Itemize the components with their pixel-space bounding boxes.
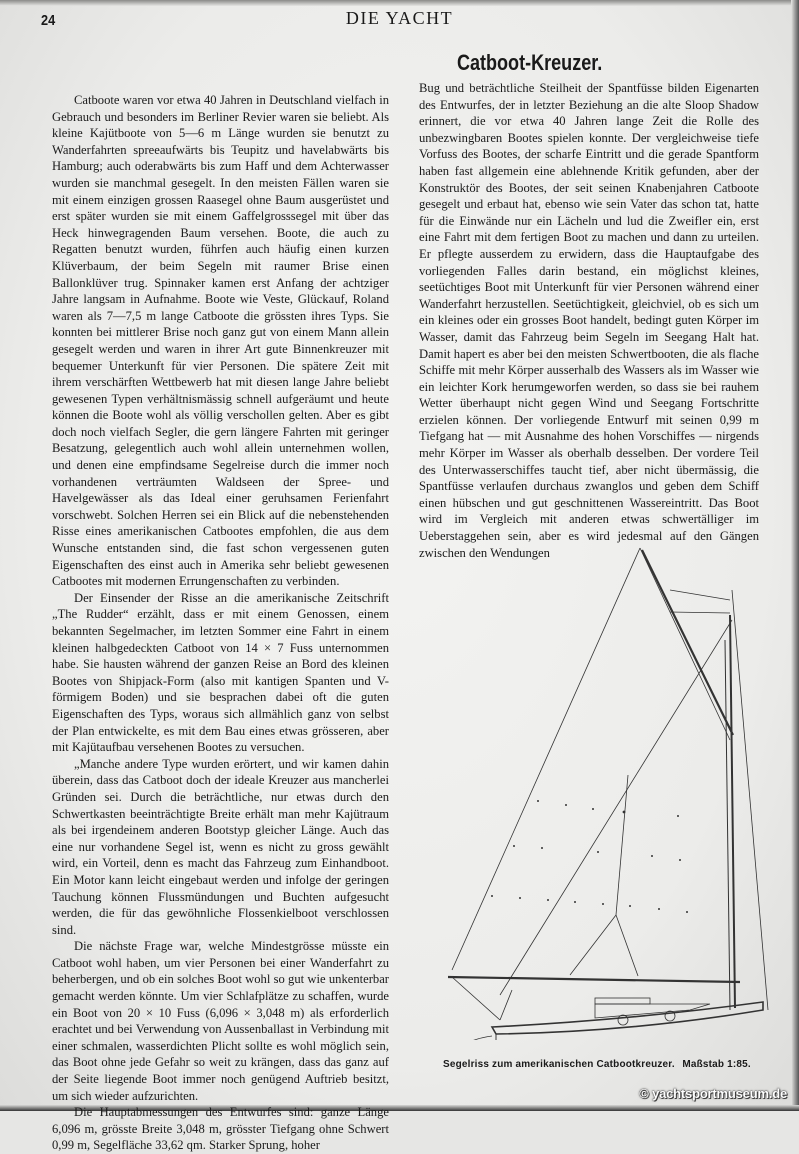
right-column xyxy=(419,80,759,561)
paragraph: Der Einsender der Risse an die amerikanische Zeitschrift „The Rudder“ erzählt, dass er mit einem Genossen, einem bekannten Segelmacher, im letzten Sommer eine Fahrt in einem kleinen halbgedeckten Catboot von 14 × 7 Fuss unternommen habe. Sie hausten während der ganzen Reise an Bord des kleinen Bootes von Shipjack-Form (also mit kantigen Spanten und V-förmigem Boden) und sie besprachen dabei oft die guten Eigenschaften des Typs, woraus sich allmählich ganz von selbst der Plan entwickelte, es mit dem Bau eines etwas grösseren, aber mit Kajütaufbau versehenen Bootes zu versuchen. xyxy=(52,590,389,755)
caption-text: Segelriss zum amerikanischen Catbootkreuzer. xyxy=(443,1058,675,1070)
journal-title: DIE YACHT xyxy=(345,8,454,28)
page-number: 24 xyxy=(41,12,56,29)
article-title-text: Catboot-Kreuzer. xyxy=(456,50,603,75)
page-edge-shadow xyxy=(0,0,799,6)
page-edge-shadow xyxy=(791,0,799,1111)
left-column xyxy=(52,92,389,1154)
paragraph: Die Hauptabmessungen des Entwurfes sind: ganze Länge 6,096 m, grösste Breite 3,048 m, grösster Tiefgang ohne Schwert 0,99 m, Segelfläche 33,62 qm. Starker Sprung, hoher xyxy=(52,1105,389,1153)
paragraph: Bug und beträchtliche Steilheit der Spantfüsse bilden Eigenarten des Entwurfes, der in letzter Beziehung an die alte Sloop Shadow erinnert, die vor etwa 40 Jahren lange Zeit die Rolle des unbezwingbaren Bootes spielen konnte. Der vergleichweise tiefe Vorfuss des Bootes, der scharfe Eintritt und die gerade Spantform haben fast allgemein eine ablehnende Kritik gefunden, aber der Konstruktör des Bootes, der seit seinen Knabenjahren Catboote gesegelt und erbaut hat, ebenso wie sein Vater das schon tat, hatte für die Einwände nur ein Lächeln und lud die Zweifler ein, erst eine Fahrt mit dem fertigen Boot zu machen und dann zu urteilen. Er pflegte ausserdem zu erwidern, dass die Hauptaufgabe des vorliegenden Falles darin bestand, ein möglichst kleines, seetüchtiges Boot mit Unterkunft für vier Personen während einer Wanderfahrt herzustellen. Seetüchtigkeit, gleichviel, ob es sich um ein kleines oder ein grosses Boot handelt, bedingt guten Körper im Wasser, damit das Fahrzeug beim Segeln im Seegang Halt hat. Damit hapert es aber bei den meisten Schwertbooten, die als flache Schiffe mit mehr Körper ausserhalb des Wassers als im Wasser wie ein leichter Kork herumgeworfen werden, so dass sie bei rauhem Wetter überhaupt nicht gegen Wind und Seegang Fortschritte erzielen können. Der vorliegende Entwurf mit seinen 0,99 m Tiefgang hat — mit Ausnahme des hohen Vorschiffes — nirgends mehr Körper im Wasser als oberhalb desselben. Der vordere Teil des Unterwasserschiffes taucht tief, aber nicht übermässig, die Spantfüsse verlaufen durchaus zwanglos und geben dem Schiff einen hübschen und gut geschnittenen Wassereintritt. Das Boot wird im Vergleich mit anderen etwas schwertälliger im Ueberstaggehen sein, aber es wird jedesmal auf den Gängen zwischen den Wendungen xyxy=(419,81,759,560)
caption-scale: Maßstab 1:85. xyxy=(682,1058,751,1070)
sail-plan-drawing xyxy=(430,540,780,1040)
paragraph: „Manche andere Type wurden erörtert, und wir kamen dahin überein, dass das Catboot doch der ideale Kreuzer aus mancherlei Gründen sei. Durch die beträchtliche, nur etwas durch den Schwertkasten beeinträchtigte Breite erhält man mehr Kajütraum als bei irgendeinem anderen Bootstyp gleicher Länge. Auch das eine nur vorhandene Segel ist, wenn es nicht zu gross gewählt wird, ein Vorteil, denn es macht das Fahrzeug zum Einhandboot. Ein Motor kann leicht eingebaut werden und infolge der geringen Tauchung können Flussmündungen und Buchten aufgesucht werden, die für das gewöhnliche Flossenkielboot verschlossen sind. xyxy=(52,756,389,937)
watermark: © yachtsportmuseum.de xyxy=(639,1086,787,1101)
catboat-sail-plan-illustration xyxy=(430,540,780,1040)
article-title xyxy=(0,50,799,76)
paragraph: Catboote waren vor etwa 40 Jahren in Deutschland vielfach in Gebrauch und besonders im Berliner Revier waren sie beliebt. Als kleine Kajütboote von 5—6 m Länge wurden sie benutzt zu Wanderfahrten spreeaufwärts bis Teupitz und havelabwärts bis Hamburg; auch oderabwärts bis zum Haff und dem Achterwasser wurden sie manchmal gesegelt. In den meisten Fällen waren sie mit einem einzigen grossen Raasegel ohne Baum ausgerüstet und erst später wurden sie mit einem Gaffelgrosssegel mit über das Heck hinwegragenden Baum versehen. Boote, die auch zu Regatten benutzt wurden, führfen auch häufig einen kurzen Klüverbaum, der beim Segeln mit raumer Brise einen Ballonklüver trug. Spinnaker kamen erst Anfang der achtziger Jahre langsam in Aufnahme. Boote wie Veste, Glückauf, Roland waren als 7—7,5 m lange Catboote die grössten ihres Typs. Sie konnten bei mittlerer Brise noch ganz gut von einem Mann allein gesegelt werden und waren in ihrer Art gute Binnenkreuzer mit bequemer Unterkunft für vier Personen. Die spätere Zeit mit ihrem verschärften Wettbewerb hat mit diesen lange Jahre beliebt gewesenen Typen verhältnismässig schnell aufgeräumt und heute können die Boote wohl als völlig verschollen gelten. Aber es gibt doch noch vielfach Segler, die gern längere Fahrten mit geringer Besatzung, gelegentlich auch wohl allein unternehmen wollen, und denen eine empfindsame Segelreise durch die immer noch vorhandenen verträumten Waldseen der Spree- und Havelgewässer als das Ideal einer geruhsamen Ferienfahrt vorschwebt. Solchen Herren sei ein Blick auf die nebenstehenden Risse eines amerikanischen Catbootes empfohlen, die aus dem Wunsche entstanden sind, die fast schon vergessenen guten Eigenschaften des einst auch in Amerika sehr beliebt gewesenen Catbootes mit modernen Errungenschaften zu verbinden. xyxy=(52,93,389,589)
figure-caption xyxy=(443,1058,751,1070)
paragraph: Die nächste Frage war, welche Mindestgrösse müsste ein Catboot wohl haben, um vier Personen bei einer Wanderfahrt zu beherbergen, und ob ein solches Boot wohl so gut wie unkenterbar gemacht werden könnte. Um vier Schlafplätze zu schaffen, wurde ein Boot von 20 × 10 Fuss (6,096 × 3,048 m) als erforderlich erachtet und bei Verwendung von Aussenballast in Verbindung mit einer schmalen, wasserdichten Plicht sollte es wohl möglich sein, das Boot ohne jede Gefahr so weit zu krängen, dass das ganz auf der Seite liegende Boot immer noch genügend Auftrieb besitzt, um sich wieder aufzurichten. xyxy=(52,939,389,1103)
